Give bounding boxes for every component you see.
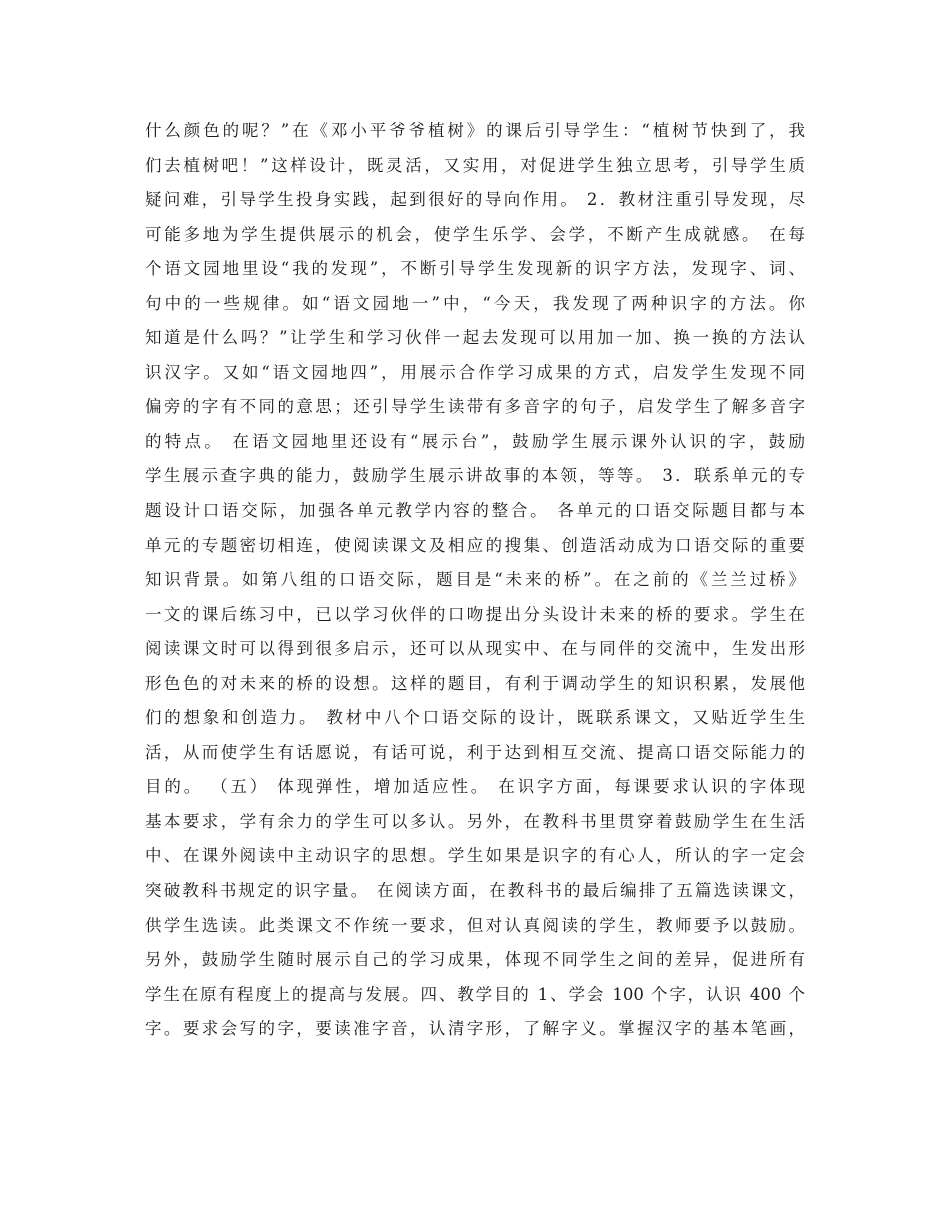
text-line: 们的想象和创造力。 教材中八个口语交际的设计，既联系课文，又贴近学生生 [145, 708, 805, 728]
text-line: 学生展示查字典的能力，鼓励学生展示讲故事的本领，等等。 3．联系单元的专 [145, 466, 805, 486]
text-line: 形色色的对未来的桥的设想。这样的题目，有利于调动学生的知识积累，发展他 [145, 673, 805, 693]
text-line: 知道是什么吗？”让学生和学习伙伴一起去发现可以用加一加、换一换的方法认 [145, 328, 805, 348]
text-line: 突破教科书规定的识字量。 在阅读方面，在教科书的最后编排了五篇选读课文， [145, 881, 805, 901]
text-line: 个语文园地里设“我的发现”，不断引导学生发现新的识字方法，发现字、词、 [145, 259, 805, 279]
text-line: 目的。 （五） 体现弹性，增加适应性。 在识字方面，每课要求认识的字体现 [145, 777, 805, 797]
text-line: 偏旁的字有不同的意思；还引导学生读带有多音字的句子，启发学生了解多音字 [145, 397, 805, 417]
text-line: 什么颜色的呢？”在《邓小平爷爷植树》的课后引导学生：“植树节快到了，我 [145, 121, 805, 140]
text-line: 单元的专题密切相连，使阅读课文及相应的搜集、创造活动成为口语交际的重要 [145, 535, 805, 555]
text-line: 中、在课外阅读中主动识字的思想。学生如果是识字的有心人，所认的字一定会 [145, 846, 805, 866]
text-line: 的特点。 在语文园地里还设有“展示台”，鼓励学生展示课外认识的字，鼓励 [145, 431, 805, 451]
text-line: 供学生选读。此类课文不作统一要求，但对认真阅读的学生，教师要予以鼓励。 [145, 915, 805, 935]
text-line: 基本要求，学有余力的学生可以多认。另外，在教科书里贯穿着鼓励学生在生活 [145, 811, 805, 831]
text-line: 阅读课文时可以得到很多启示，还可以从现实中、在与同伴的交流中，生发出形 [145, 639, 805, 659]
text-line: 另外，鼓励学生随时展示自己的学习成果，体现不同学生之间的差异，促进所有 [145, 950, 805, 970]
text-line: 一文的课后练习中，已以学习伙伴的口吻提出分头设计未来的桥的要求。学生在 [145, 604, 805, 624]
text-line: 们去植树吧！”这样设计，既灵活，又实用，对促进学生独立思考，引导学生质 [145, 155, 805, 175]
text-line: 题设计口语交际，加强各单元教学内容的整合。 各单元的口语交际题目都与本 [145, 501, 805, 521]
text-line: 句中的一些规律。如“语文园地一”中，“今天，我发现了两种识字的方法。你 [145, 293, 805, 313]
body-text [145, 114, 805, 1047]
text-line: 字。要求会写的字，要读准字音，认清字形，了解字义。掌握汉字的基本笔画， [145, 1019, 805, 1039]
text-line: 识汉字。又如“语文园地四”，用展示合作学习成果的方式，启发学生发现不同 [145, 362, 805, 382]
text-line: 可能多地为学生提供展示的机会，使学生乐学、会学，不断产生成就感。 在每 [145, 224, 805, 244]
text-line: 学生在原有程度上的提高与发展。四、教学目的 1、学会 100 个字，认识 400 个 [145, 984, 805, 1004]
text-line: 知识背景。如第八组的口语交际，题目是“未来的桥”。在之前的《兰兰过桥》 [145, 570, 805, 590]
text-line: 疑问难，引导学生投身实践，起到很好的导向作用。 2．教材注重引导发现，尽 [145, 190, 805, 210]
text-line: 活，从而使学生有话愿说，有话可说，利于达到相互交流、提高口语交际能力的 [145, 742, 805, 762]
